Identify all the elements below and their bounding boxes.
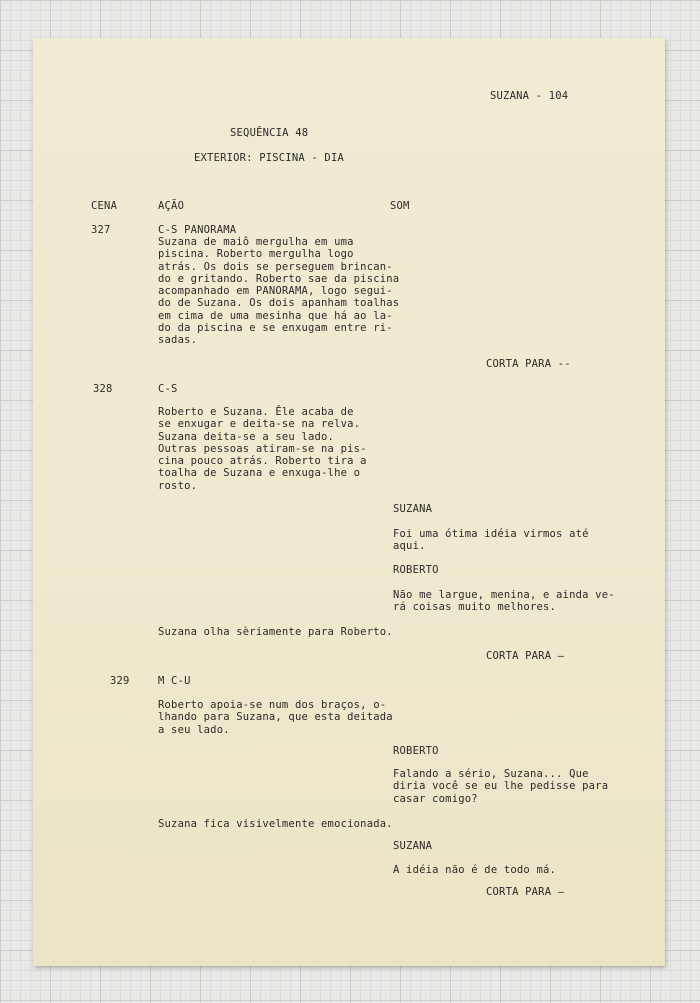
- scene-number: 327: [91, 224, 111, 236]
- character-name: SUZANA: [393, 840, 433, 852]
- dialogue-line: Falando a sério, Suzana... Que diria você se eu lhe pedisse para casar comigo?: [393, 768, 609, 805]
- action-text: Suzana olha sèriamente para Roberto.: [158, 626, 393, 638]
- transition-text: CORTA PARA --: [486, 358, 571, 370]
- dialogue-line: Foi uma ótima idéia virmos até aqui.: [393, 528, 589, 553]
- character-name: ROBERTO: [393, 745, 439, 757]
- dialogue-line: Não me largue, menina, e ainda ve- rá coisas muito melhores.: [393, 589, 615, 614]
- column-header-action: AÇÃO: [158, 200, 185, 212]
- character-name: ROBERTO: [393, 564, 439, 576]
- action-text: Roberto e Suzana. Êle acaba de se enxugar e deita-se na relva. Suzana deita-se a seu lado. Outras pessoas atiram-se na pis- cina pouco atrás. Roberto tira a toalha de Suzana e enxuga-lhe o rosto.: [158, 406, 367, 492]
- column-header-sound: SOM: [390, 200, 410, 212]
- shot-type: M C-U: [158, 675, 191, 687]
- action-text: Roberto apoia-se num dos braços, o- lhando para Suzana, que esta deitada a seu lado.: [158, 699, 393, 736]
- action-text: Suzana fica visivelmente emocionada.: [158, 818, 393, 830]
- column-header-scene: CENA: [91, 200, 118, 212]
- shot-type: C-S PANORAMA: [158, 224, 237, 236]
- sequence-title: SEQUÊNCIA 48: [230, 127, 309, 139]
- shot-type: C-S: [158, 383, 178, 395]
- scene-number: 329: [110, 675, 130, 687]
- character-name: SUZANA: [393, 503, 433, 515]
- action-text: Suzana de maiô mergulha em uma piscina. Roberto mergulha logo atrás. Os dois se perseguem brincan- do e gritando. Roberto sae da piscina acompanhado em PANORAMA, logo segui- do de Suzana. Os dois apanham toalhas em cima de uma mesinha que há ao la- do da piscina e se enxugam entre ri- sadas.: [158, 236, 400, 347]
- page-reference: SUZANA - 104: [490, 90, 569, 102]
- transition-text: CORTA PARA —: [486, 650, 565, 662]
- dialogue-line: A idéia não é de todo má.: [393, 864, 557, 876]
- location-heading: EXTERIOR: PISCINA - DIA: [194, 152, 344, 164]
- transition-text: CORTA PARA —: [486, 886, 565, 898]
- scene-number: 328: [93, 383, 113, 395]
